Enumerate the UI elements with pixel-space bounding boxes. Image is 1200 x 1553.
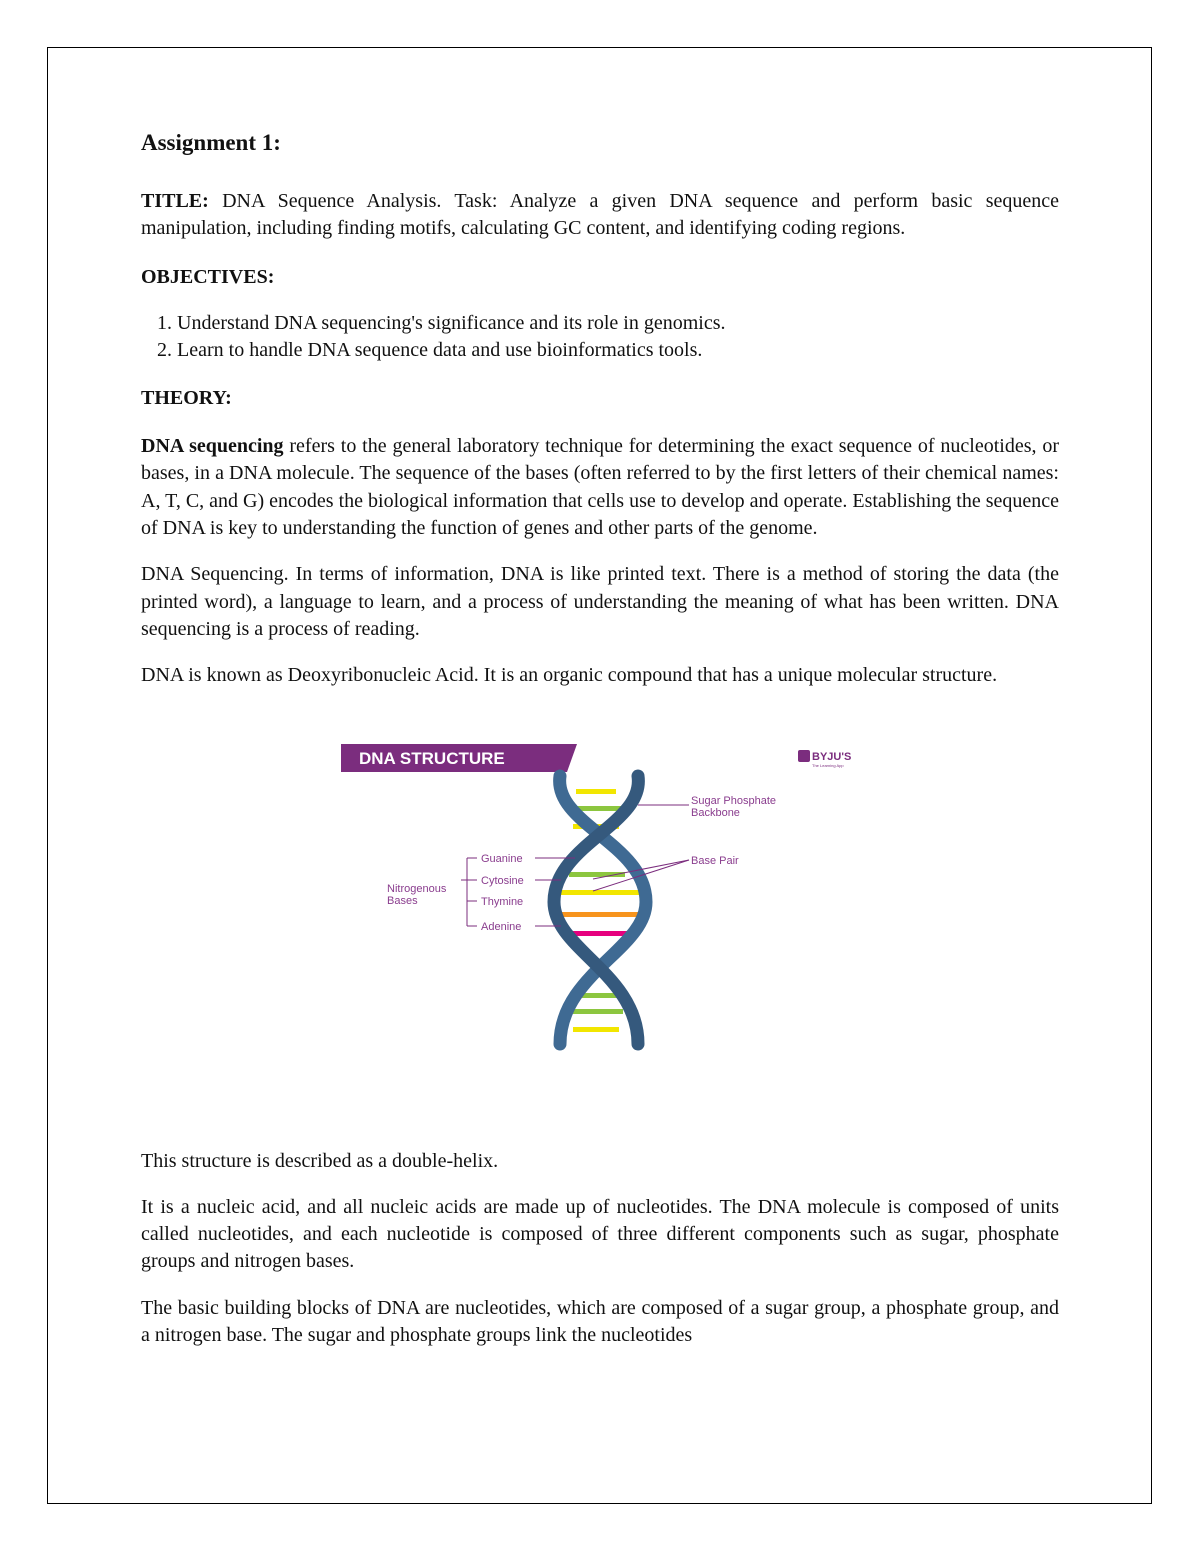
brand-tagline: The Learning App	[812, 762, 844, 768]
base-pair-bar	[561, 890, 639, 895]
backbone-label: Sugar Phosphate	[691, 794, 777, 807]
adenine-label: Adenine	[481, 920, 522, 933]
brand-name: BYJU'S	[812, 750, 852, 763]
after-paragraph-2: It is a nucleic acid, and all nucleic acids are made up of nucleotides. The DNA molecule is composed of units called nucleotides, and each nucleotide is composed of three different components such as sugar, phosphate groups and nitrogen bases.	[141, 1195, 1059, 1273]
nitrogenous-bases-label: Bases	[387, 894, 418, 907]
objective-item: 1. Understand DNA sequencing's significance and its role in genomics.	[177, 310, 1059, 337]
banner-title: DNA STRUCTURE	[359, 748, 505, 768]
base-pair-bar	[573, 1027, 619, 1032]
title-text: DNA Sequence Analysis. Task: Analyze a given DNA sequence and perform basic sequence manipulation, including finding motifs, calculating GC content, and identifying coding regions.	[141, 190, 1059, 240]
nitrogenous-bases-label: Nitrogenous	[387, 882, 447, 895]
theory-paragraph-1	[141, 433, 1059, 542]
objectives-list	[141, 310, 1059, 365]
objectives-heading: OBJECTIVES:	[141, 265, 275, 288]
dna-diagram	[141, 744, 1059, 1144]
dna-sequencing-term: DNA sequencing	[141, 435, 284, 458]
after-paragraph-1: This structure is described as a double-helix.	[141, 1149, 499, 1172]
base-pair-bar	[576, 789, 616, 794]
theory-paragraph-1-text: refers to the general laboratory technique for determining the exact sequence of nucleotides, or bases, in a DNA molecule. The sequence of the bases (often referred to by the first letters of their chemical names: A, T, C, and G) encodes the biological information that cells use to develop and operate. Establishing the sequence of DNA is key to understanding the function of genes and other parts of the genome.	[141, 435, 1059, 540]
cytosine-label: Cytosine	[481, 874, 524, 887]
dna-structure-figure	[141, 744, 1059, 1144]
document-body	[141, 128, 1059, 1349]
brand-logo-icon	[798, 750, 810, 762]
title-label: TITLE:	[141, 190, 209, 212]
base-pair-label: Base Pair	[691, 854, 739, 867]
title-paragraph	[141, 188, 1059, 243]
after-paragraph-3: The basic building blocks of DNA are nucleotides, which are composed of a sugar group, a phosphate group, and a nitrogen base. The sugar and phosphate groups link the nucleotides	[141, 1296, 1059, 1347]
base-pair-bar	[569, 1009, 623, 1014]
thymine-label: Thymine	[481, 895, 524, 908]
theory-heading: THEORY:	[141, 387, 232, 410]
base-pair-bar	[559, 912, 641, 917]
guanine-label: Guanine	[481, 852, 523, 865]
theory-paragraph-2: DNA Sequencing. In terms of information, DNA is like printed text. There is a method of storing the data (the printed word), a language to learn, and a process of understanding the meaning of what has been written. DNA sequencing is a process of reading.	[141, 563, 1059, 640]
theory-paragraph-3: DNA is known as Deoxyribonucleic Acid. It is an organic compound that has a unique molecular structure.	[141, 664, 998, 687]
backbone-label: Backbone	[691, 806, 740, 819]
assignment-heading: Assignment 1:	[141, 130, 281, 155]
objective-item: 2. Learn to handle DNA sequence data and use bioinformatics tools.	[177, 337, 1059, 364]
